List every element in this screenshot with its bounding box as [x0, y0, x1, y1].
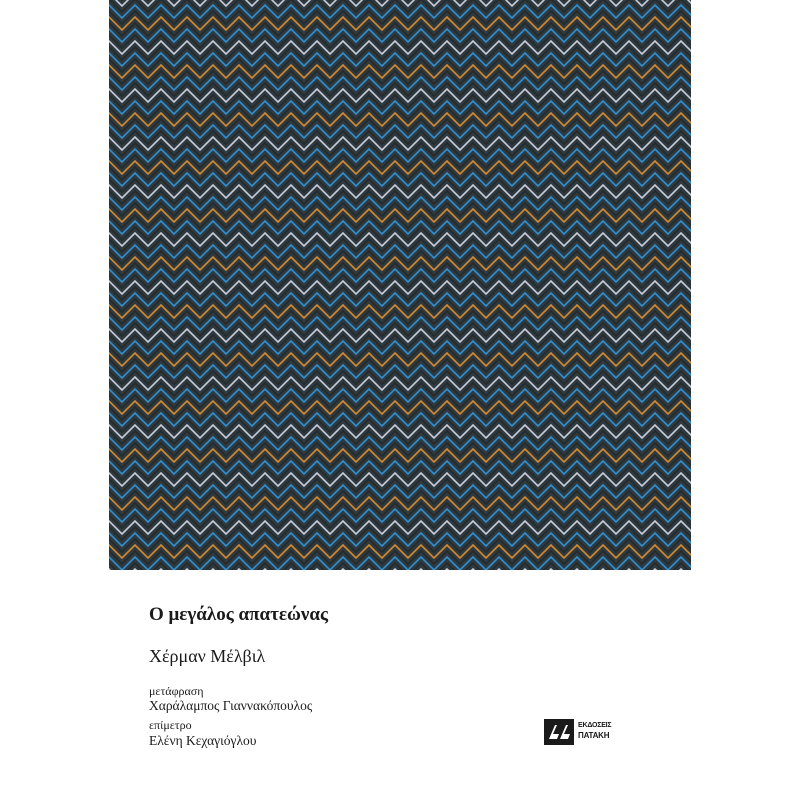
publisher-mark-icon — [544, 717, 576, 747]
afterword-label: επίμετρο — [149, 718, 192, 732]
publisher-line1: ΕΚΔΟΣΕΙΣ — [578, 722, 612, 729]
zigzag-pattern — [109, 0, 691, 570]
book-cover — [109, 0, 691, 800]
translator-name: Χαράλαμπος Γιαννακόπουλος — [149, 698, 313, 713]
book-title: Ο μεγάλος απατεώνας — [149, 604, 328, 625]
book-author: Χέρμαν Μέλβιλ — [149, 646, 266, 666]
publisher-line2: ΠΑΤΑΚΗ — [578, 731, 610, 740]
translation-label: μετάφραση — [149, 684, 204, 698]
afterword-author: Ελένη Κεχαγιόγλου — [149, 733, 257, 748]
publisher-logo — [544, 717, 614, 747]
